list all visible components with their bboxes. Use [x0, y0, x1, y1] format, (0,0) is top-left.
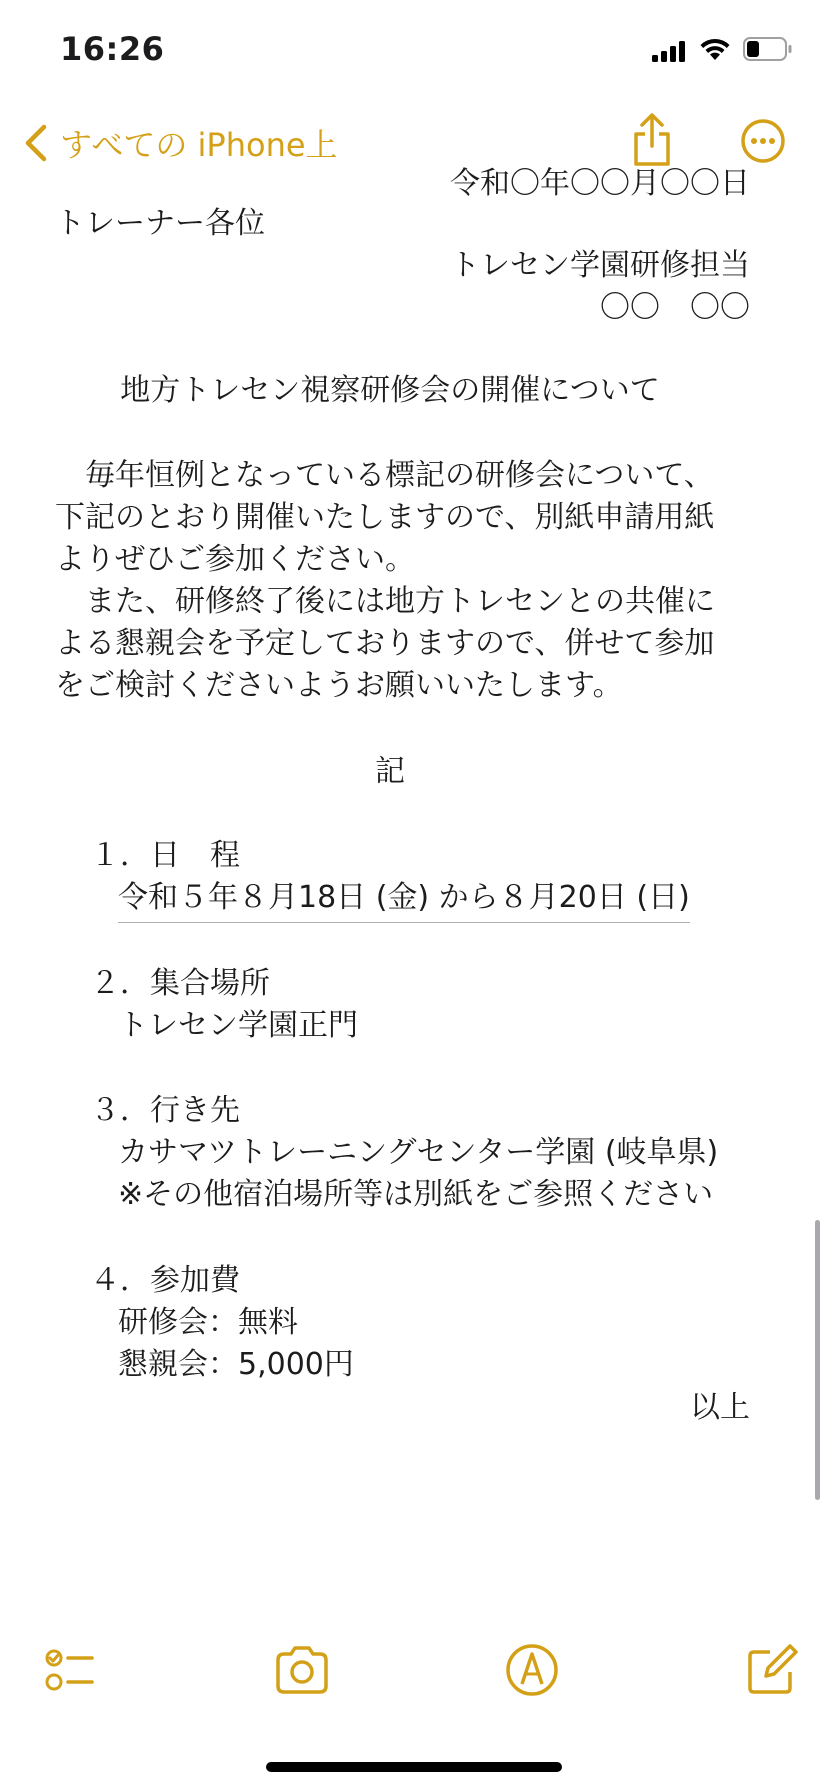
note-ki: 記 [375, 754, 405, 789]
body-line: をご検討くださいようお願いいたします。 [55, 668, 623, 703]
status-time: 16:26 [60, 30, 165, 68]
note-recipient: トレーナー各位 [55, 206, 265, 241]
cellular-signal-icon [652, 40, 686, 62]
checklist-icon[interactable] [40, 1640, 100, 1700]
schedule-date-link[interactable]: 令和５年８月18日 (金) から８月20日 (日) [118, 874, 690, 923]
body-line: 毎年恒例となっている標記の研修会について、 [55, 458, 714, 493]
item-heading: １．日 程 [90, 838, 240, 873]
body-line: 下記のとおり開催いたしますので、別紙申請用紙 [55, 500, 715, 535]
note-content[interactable] [0, 166, 828, 1620]
scrollbar[interactable] [815, 1220, 820, 1500]
item-heading: ２．集合場所 [90, 966, 270, 1001]
status-bar [0, 0, 828, 100]
battery-icon [743, 37, 793, 61]
item-heading: ３．行き先 [90, 1093, 240, 1128]
item-heading: ４．参加費 [90, 1263, 240, 1298]
more-options-icon[interactable] [740, 118, 786, 164]
note-sender-name: 〇〇 〇〇 [600, 290, 750, 325]
note-ijou: 以上 [690, 1390, 750, 1425]
item-line: ※その他宿泊場所等は別紙をご参照ください [118, 1177, 714, 1212]
body-line: よる懇親会を予定しておりますので、併せて参加 [55, 626, 715, 661]
back-label: すべての iPhone上 [60, 126, 338, 164]
bottom-toolbar [0, 1640, 828, 1720]
note-sender-org: トレセン学園研修担当 [450, 248, 750, 283]
markup-icon[interactable] [502, 1640, 562, 1700]
item-line: 研修会：無料 [118, 1305, 298, 1340]
back-button[interactable] [22, 118, 338, 168]
note-title: 地方トレセン視察研修会の開催について [120, 373, 660, 408]
note-date: 令和〇年〇〇月〇〇日 [450, 166, 750, 201]
wifi-icon [698, 36, 732, 62]
chevron-left-icon [22, 121, 50, 165]
compose-icon[interactable] [742, 1640, 802, 1700]
camera-icon[interactable] [272, 1640, 332, 1700]
item-line: カサマツトレーニングセンター学園 (岐阜県) [118, 1135, 719, 1170]
home-indicator[interactable] [266, 1762, 562, 1772]
body-line: また、研修終了後には地方トレセンとの共催に [55, 584, 715, 619]
item-line: トレセン学園正門 [118, 1008, 358, 1043]
item-line: 懇親会：5,000円 [118, 1347, 354, 1382]
body-line: よりぜひご参加ください。 [55, 542, 415, 577]
